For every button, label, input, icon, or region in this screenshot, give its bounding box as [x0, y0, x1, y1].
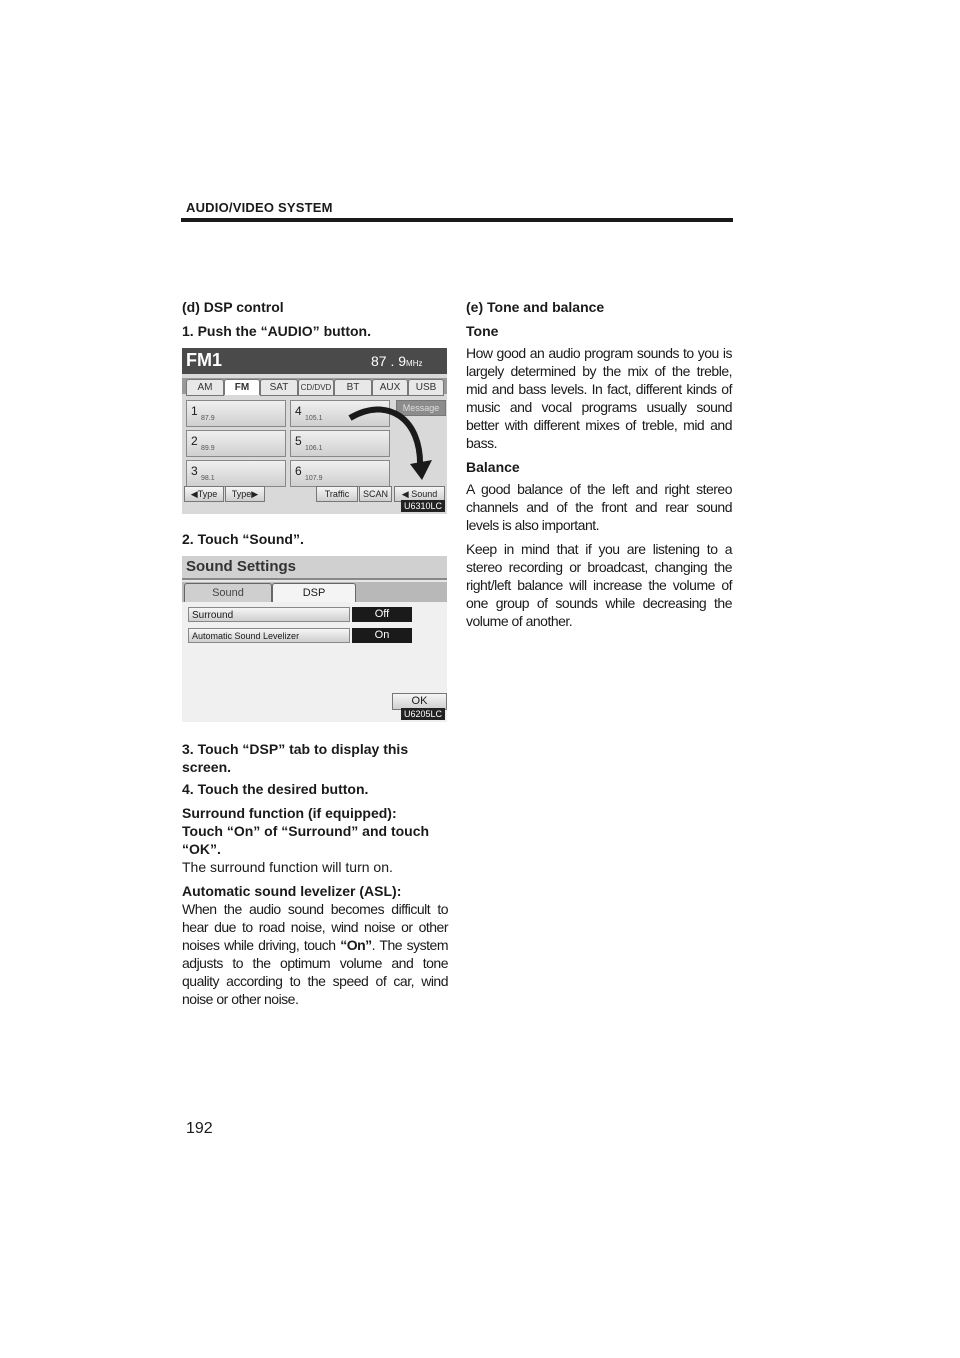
tone-title: Tone — [466, 323, 499, 339]
tab-bt: BT — [334, 379, 372, 396]
asl-text-part-2: . The system adjusts to the optimum volume and tone quality according to the speed of car, wind noise or other noise. — [182, 937, 448, 1007]
traffic-button: Traffic — [316, 486, 358, 502]
preset-frequency: 105.1 — [305, 415, 323, 422]
surround-row: Surround — [188, 607, 350, 622]
asl-description — [182, 900, 448, 1008]
sound-settings-screenshot — [182, 556, 447, 722]
preset-frequency: 87.9 — [201, 415, 215, 422]
surround-title: Surround function (if equipped): — [182, 805, 397, 821]
preset-button — [186, 430, 286, 457]
preset-frequency: 98.1 — [201, 475, 215, 482]
tab-am: AM — [186, 379, 224, 396]
page-number: 192 — [186, 1120, 213, 1137]
right-column — [466, 298, 732, 630]
asl-on-label: “On” — [340, 937, 372, 953]
sound-settings-title: Sound Settings — [186, 558, 296, 575]
asl-title: Automatic sound levelizer (ASL): — [182, 883, 402, 899]
surround-result: The surround function will turn on. — [182, 859, 393, 875]
frequency-value: 87 . 9 — [371, 353, 407, 369]
tab-sat: SAT — [260, 379, 298, 396]
tone-balance-heading: (e) Tone and balance — [466, 299, 605, 315]
preset-number: 4 — [295, 404, 302, 418]
preset-button — [186, 400, 286, 427]
step-1: 1. Push the “AUDIO” button. — [182, 323, 371, 339]
tab-sound: Sound — [184, 583, 272, 603]
tone-text: How good an audio program sounds to you is largely determined by the mix of the treble, mid and bass levels. In fact, different kinds of music and vocal programs usually sound better with different mixes of treble, mid and bass. — [466, 345, 732, 451]
balance-text-2: Keep in mind that if you are listening to a stereo recording or broadcast, changing the right/left balance will increase the volume of one group of sounds while decreasing the volume of another. — [466, 541, 732, 629]
preset-frequency: 89.9 — [201, 445, 215, 452]
preset-number: 5 — [295, 434, 302, 448]
preset-number: 2 — [191, 434, 198, 448]
sound-button: ◀ Sound — [394, 486, 445, 502]
preset-number: 3 — [191, 464, 198, 478]
preset-frequency: 107.9 — [305, 475, 323, 482]
tab-dsp: DSP — [272, 583, 356, 602]
band-title: FM1 — [186, 350, 222, 370]
frequency-display — [371, 353, 422, 369]
figure-code: U6310LC — [401, 500, 445, 512]
header-rule — [181, 218, 733, 222]
ok-button: OK — [392, 693, 447, 710]
message-button: Message — [396, 400, 446, 416]
step-4: 4. Touch the desired button. — [182, 781, 369, 797]
preset-frequency: 106.1 — [305, 445, 323, 452]
tab-usb: USB — [408, 379, 444, 396]
tab-aux: AUX — [372, 379, 408, 396]
preset-number: 1 — [191, 404, 198, 418]
balance-text-1: A good balance of the left and right stereo channels and of the front and rear sound levels is also important. — [466, 481, 732, 533]
asl-row: Automatic Sound Levelizer — [188, 628, 350, 643]
preset-number: 6 — [295, 464, 302, 478]
frequency-unit: MHz — [406, 359, 423, 368]
tab-cd-dvd: CD/DVD — [298, 379, 334, 396]
figure-code: U6205LC — [401, 708, 445, 720]
scan-button: SCAN — [359, 486, 392, 502]
surround-instruction: Touch “On” of “Surround” and touch “OK”. — [182, 823, 430, 857]
dsp-heading: (d) DSP control — [182, 299, 284, 315]
step-2: 2. Touch “Sound”. — [182, 531, 304, 547]
step-3: 3. Touch “DSP” tab to display this screen. — [182, 741, 409, 775]
preset-button — [186, 460, 286, 487]
asl-text-part-1: When the audio sound becomes difficult to hear due to road noise, wind noise or other noises while driving, touch — [182, 901, 448, 953]
audio-screen-screenshot — [182, 348, 447, 514]
arrow-to-sound-icon — [342, 398, 442, 486]
asl-value: On — [352, 628, 412, 643]
type-prev-button: ◀Type — [184, 486, 224, 502]
left-column — [182, 298, 448, 1008]
balance-title: Balance — [466, 459, 520, 475]
section-header: AUDIO/VIDEO SYSTEM — [186, 200, 333, 215]
type-next-button: Type▶ — [225, 486, 265, 502]
surround-value: Off — [352, 607, 412, 622]
tab-fm: FM — [224, 379, 260, 395]
